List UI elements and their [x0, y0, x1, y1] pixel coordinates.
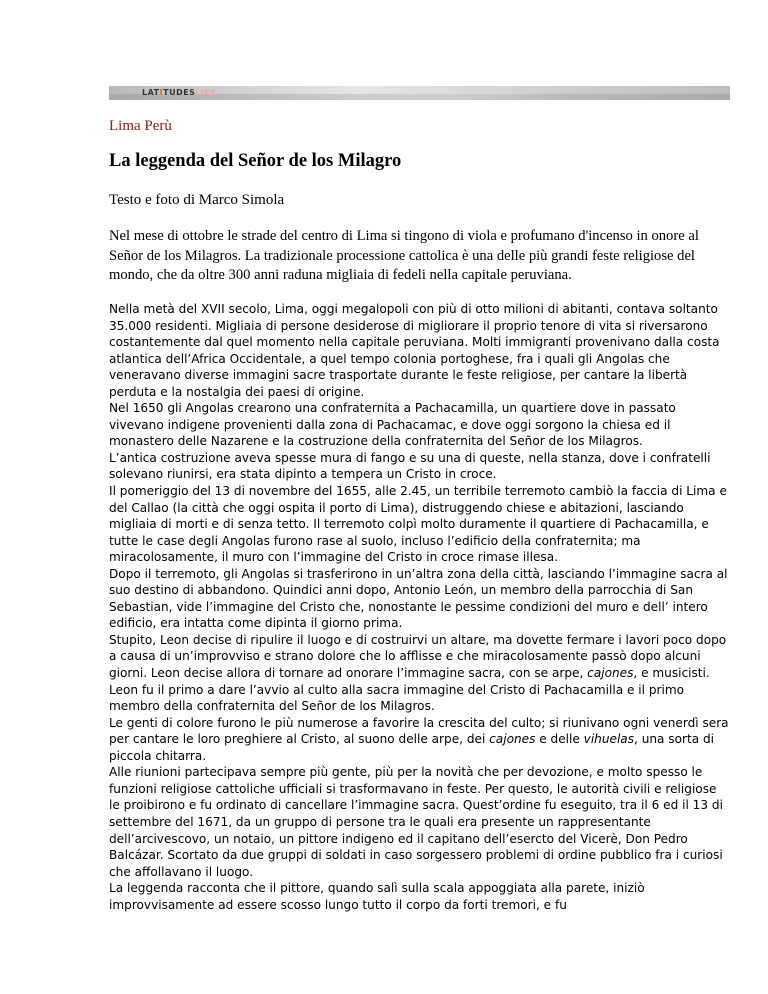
paragraph-text: Stupito, Leon decise di ripulire il luogo e di costruirvi un altare, ma dovette fermare i lavori poco dopo a causa di un’improvviso e strano dolore che lo afflisse e che miracolosamente passò dopo alcuni giorni. Leon decise allora di tornare ad onorare l’immagine sacra, con se arpe,: [109, 632, 727, 681]
logo-text-faded: LIFE: [195, 88, 217, 97]
body-paragraph: La leggenda racconta che il pittore, quando salì sulla scala appoggiata alla parete, iniziò improvvisamente ad essere scosso lungo tutto il corpo da forti tremori, e fu: [109, 881, 645, 912]
body-paragraph: Nella metà del XVII secolo, Lima, oggi megalopoli con più di otto milioni di abitanti, contava soltanto 35.000 residenti. Migliaia di persone desiderose di migliorare il proprio tenore di vita si riversarono costantemente dal quel momento nella capitale peruviana. Molti immigranti provenivano dalla costa atlantica dell’Africa Occidentale, a quel tempo colonia portoghese, fra i quali gli Angolas che veneravano diverse immagini sacre trasportate durante le feste religiose, per cantare la libertà perduta e la nostalgia dei paesi di origine.: [109, 302, 720, 399]
paragraph-text: e delle: [535, 732, 584, 747]
paragraph-text: , una sorta di piccola chitarra.: [109, 732, 714, 763]
body-paragraph: [109, 632, 729, 715]
emphasis-term: vihuelas: [583, 732, 635, 747]
paragraph-text: Le genti di colore furono le più numerose a favorire la crescita del culto; si riunivano ogni venerdì sera per cantare le loro preghiere al Cristo, al suono delle arpe, dei: [109, 715, 729, 747]
article-byline: Testo e foto di Marco Simola: [109, 192, 285, 208]
article-body: [109, 301, 729, 913]
emphasis-term: cajones: [587, 666, 634, 681]
body-paragraph: Il pomeriggio del 13 di novembre del 1655, alle 2.45, un terribile terremoto cambiò la faccia di Lima e del Callao (la città che oggi ospita il porto di Lima), distruggendo chiese e abitazioni, lasciando migliaia di morti e di senza tetto. Il terremoto colpì molto duramente il quartiere di Pachacamilla, e tutte le case degli Angolas furono rase al suolo, incluso l’edificio della confraternita; ma miracolosamente, il muro con l’immagine del Cristo in croce rimase illesa.: [109, 484, 727, 565]
logo-text-part1: LAT: [142, 88, 160, 97]
article-title: La leggenda del Señor de los Milagro: [109, 151, 402, 171]
body-paragraph: Alle riunioni partecipava sempre più gente, più per la novità che per devozione, e molto spesso le funzioni religiose cattoliche ufficiali si trasformavano in feste. Per questo, le autorità civili e religiose le proibirono e fu ordinato di cancellare l’immagine sacra. Quest’ordine fu eseguito, tra il 6 ed il 13 di settembre del 1671, da un gruppo di persone tra le quali era presente un rappresentante dell’arcivescovo, un notaio, un pittore indigeno ed il capitano dell’esercto del Vicerè, Don Pedro Balcázar. Scortato da due gruppi di soldati in caso sorgessero problemi di ordine pubblico fra i curiosi che affollavano il luogo.: [109, 765, 723, 879]
body-paragraph: [109, 715, 729, 765]
logo-text-part3: TUDES: [163, 88, 196, 97]
emphasis-term: cajones: [489, 732, 536, 747]
body-paragraph: Nel 1650 gli Angolas crearono una confraternita a Pachacamilla, un quartiere dove in passato vivevano indigene provenienti dalla zona di Pachacamac, e dove oggi sorgono la chiesa ed il monastero delle Nazarene e la costruzione della confraternita del Señor de los Milagros.: [109, 401, 676, 449]
body-paragraph: Dopo il terremoto, gli Angolas si trasferirono in un’altra zona della città, lasciando l’immagine sacra al suo destino di abbandono. Quindici anni dopo, Antonio León, un membro della parrocchia di San Sebastian, vide l’immagine del Cristo che, nonostante le pessime condizioni del muro e dell’ intero edificio, era intatta come dipinta il giorno prima.: [109, 566, 728, 631]
paragraph-text: , e musicisti. Leon fu il primo a dare l’avvio al culto alla sacra immagine del Cristo di Pachacamilla e il primo membro della confraternita del Señor de los Milagros.: [109, 666, 710, 714]
logo-text-accent: I: [159, 88, 164, 97]
article-lead: Nel mese di ottobre le strade del centro di Lima si tingono di viola e profumano d'incenso in onore al Señor de los Milagros. La tradizionale processione cattolica è una delle più grandi feste religiose del mondo, che da oltre 300 anni raduna migliaia di fedeli nella capitale peruviana.: [109, 228, 699, 283]
body-paragraph: L’antica costruzione aveva spesse mura di fango e su una di queste, nella stanza, dove i confratelli solevano riunirsi, era stata dipinto a tempera un Cristo in croce.: [109, 450, 711, 482]
site-banner: [109, 86, 730, 100]
section-location-link[interactable]: Lima Perù: [109, 118, 172, 134]
site-logo[interactable]: [142, 87, 216, 99]
